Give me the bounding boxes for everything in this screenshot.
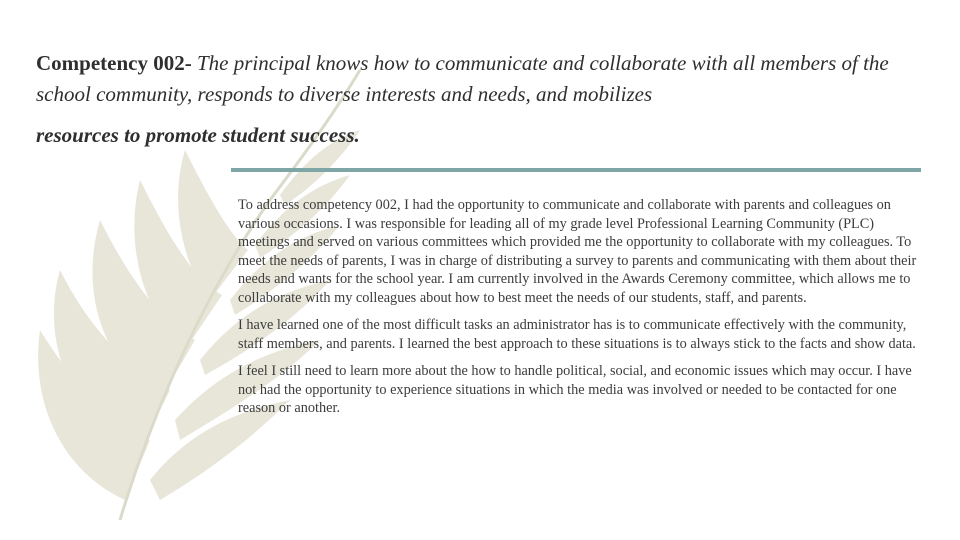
- accent-divider: [231, 168, 921, 172]
- slide-body: [238, 196, 920, 427]
- body-paragraph-3: I feel I still need to learn more about the how to handle political, social, and economic issues which may occur. I have not had the opportunity to experience situations in which the media was involved or needed to be contacted for one reason or another.: [238, 363, 912, 416]
- body-paragraph-2: I have learned one of the most difficult tasks an administrator has is to communicate effectively with the community, staff members, and parents. I learned the best approach to these situations is to always stick to the facts and show data.: [238, 317, 916, 352]
- body-paragraph-1: To address competency 002, I had the opportunity to communicate and collaborate with parents and colleagues on various occasions. I was responsible for leading all of my grade level Professional Learning Community (PLC) meetings and served on various committees which provided me the opportunity to collaborate with my colleagues. To meet the needs of parents, I was in charge of distributing a survey to parents and communicating with them about their needs and wants for the school year. I am currently involved in the Awards Ceremony committee, which allows me to collaborate with my colleagues about how to best meet the needs of our students, staff, and parents.: [238, 197, 917, 306]
- title-last-line: resources to promote student success.: [36, 123, 360, 147]
- title-rest: The principal knows how to communicate and collaborate with all members of the school community, responds to diverse interests and needs, and mobilizes: [36, 51, 889, 106]
- slide-title: [36, 48, 916, 151]
- title-lead: Competency 002-: [36, 51, 192, 75]
